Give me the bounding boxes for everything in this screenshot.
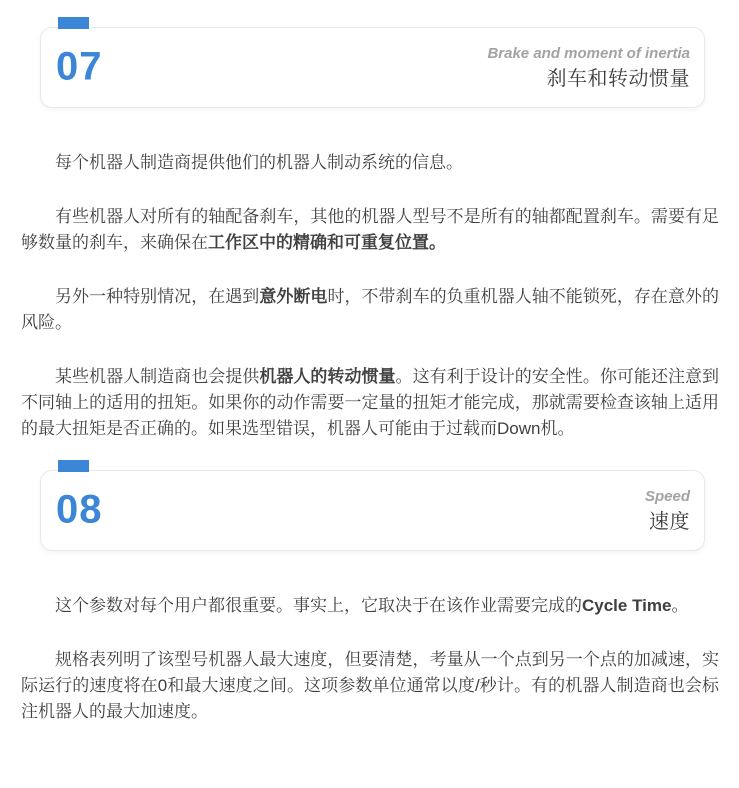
- section-paragraphs: [21, 150, 719, 442]
- section-speed: [0, 470, 739, 725]
- section-paragraphs: [21, 593, 719, 725]
- emphasized-text: 意外断电: [259, 287, 328, 306]
- text-run: 每个机器人制造商提供他们的机器人制动系统的信息。: [55, 153, 463, 172]
- section-brake-and-inertia: [0, 27, 739, 442]
- section-titles: [645, 487, 690, 535]
- text-run: 规格表列明了该型号机器人最大速度，但要清楚，考量从一个点到另一个点的加减速，实际运行的速度将在0和最大速度之间。这项参数单位通常以度/秒计。有的机器人制造商也会标注机器人的最大加速度。: [21, 650, 719, 721]
- paragraph: [21, 647, 719, 725]
- emphasized-text: 工作区中的精确和可重复位置。: [208, 233, 446, 252]
- text-run: 这个参数对每个用户都很重要。事实上，它取决于在该作业需要完成的: [55, 596, 582, 615]
- paragraph: [21, 204, 719, 256]
- paragraph: [21, 150, 719, 176]
- text-run: 时，不带刹车的负重机器人轴不能锁死，存在意外的风险。: [21, 287, 720, 332]
- section-title-chinese: 速度: [649, 510, 690, 533]
- text-run: 某些机器人制造商也会提供: [55, 367, 260, 386]
- text-run: 。: [671, 596, 689, 615]
- section-number: 07: [56, 44, 103, 89]
- article-page: [0, 27, 739, 725]
- section-title-english: Speed: [644, 487, 690, 505]
- accent-tab: [58, 17, 89, 29]
- section-titles: [487, 44, 690, 92]
- section-title-chinese: 刹车和转动惯量: [546, 67, 690, 90]
- text-run: 。这有利于设计的安全性。你可能还注意到不同轴上的适用的扭矩。如果你的动作需要一定量的扭矩才能完成，那就需要检查该轴上适用的最大扭矩是否正确的。如果选型错误，机器人可能由于过载而Down机。: [21, 367, 720, 438]
- accent-tab: [58, 460, 89, 472]
- emphasized-text: Cycle Time: [582, 596, 672, 615]
- section-header-card: [40, 27, 705, 108]
- paragraph: [21, 284, 719, 336]
- text-run: 另外一种特别情况，在遇到: [55, 287, 260, 306]
- section-header-card: [40, 470, 705, 551]
- paragraph: [21, 364, 719, 442]
- text-run: 有些机器人对所有的轴配备刹车，其他的机器人型号不是所有的轴都配置刹车。需要有足够数量的刹车，来确保在: [21, 207, 719, 252]
- emphasized-text: 机器人的转动惯量: [259, 367, 396, 386]
- section-number: 08: [56, 487, 103, 532]
- section-title-english: Brake and moment of inertia: [487, 44, 690, 62]
- paragraph: [21, 593, 719, 619]
